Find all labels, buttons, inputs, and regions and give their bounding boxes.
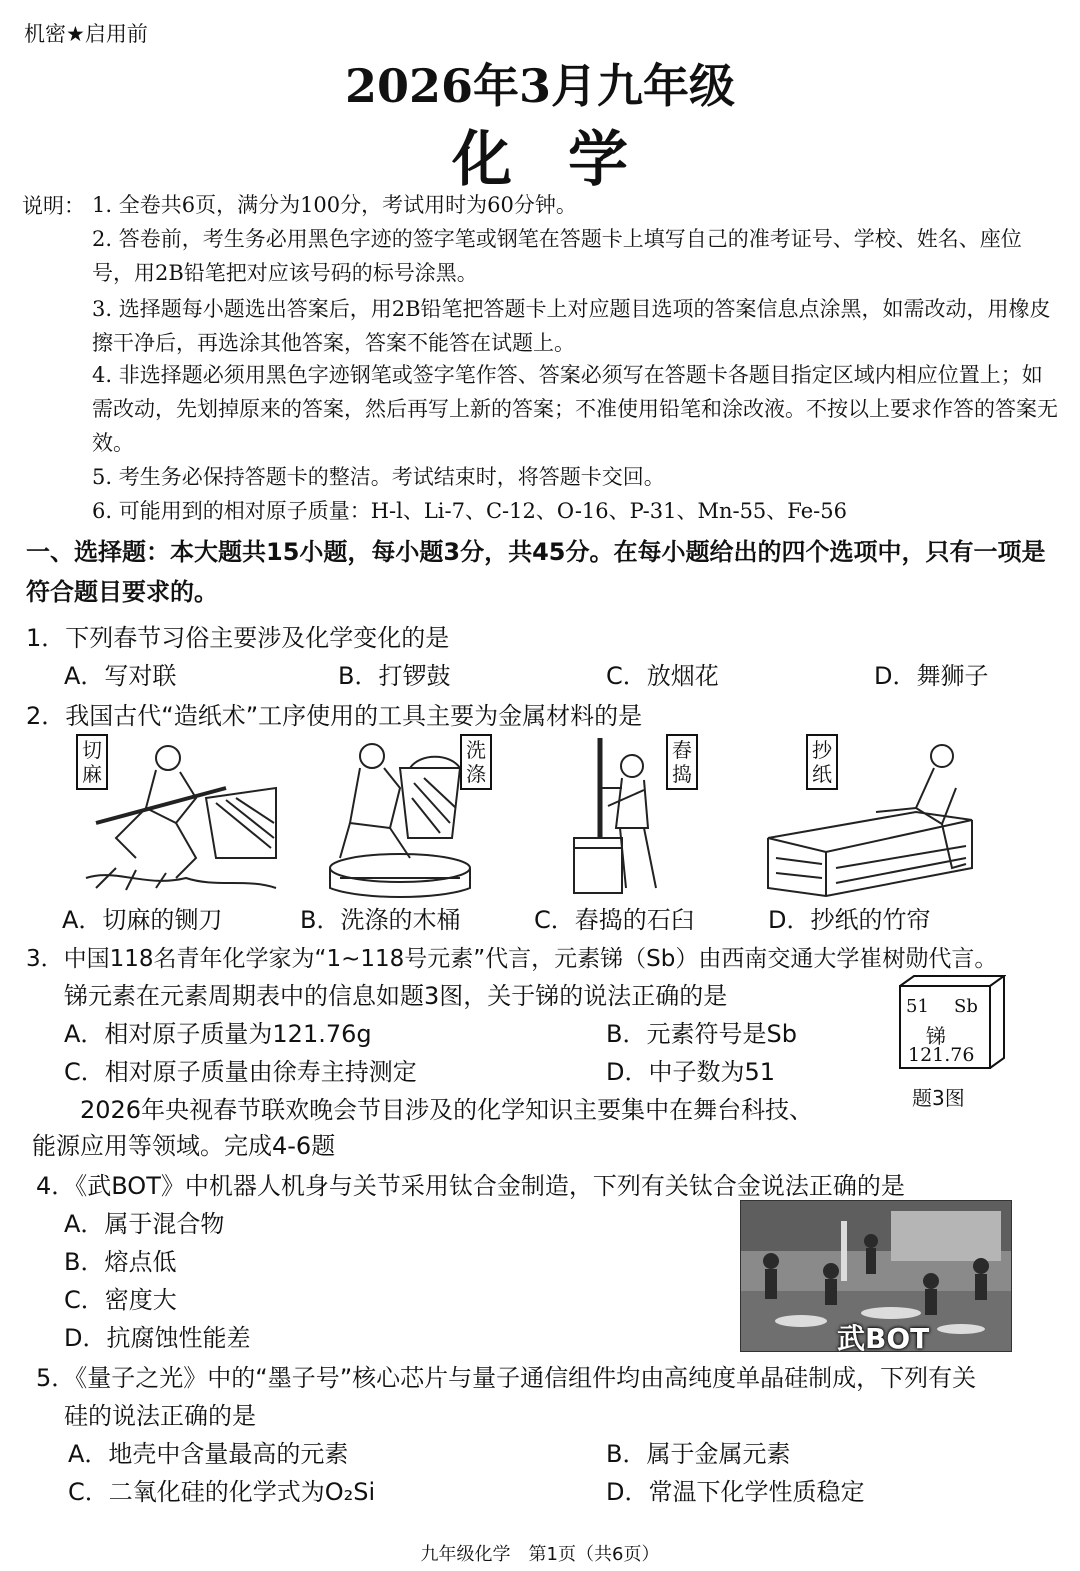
note-item-4: 4. 非选择题必须用黑色字迹钢笔或签字笔作答、答案必须写在答题卡各题目指定区域内相应位置上；如需改动，先划掉原来的答案，然后再写上新的答案；不准使用铅笔和涂改液。不按以上要求作答的答案无效。	[92, 363, 1058, 455]
question-5-stem-line-2: 硅的说法正确的是	[64, 1402, 256, 1430]
note-item-3: 3. 选择题每小题选出答案后，用2B铅笔把答题卡上对应题目选项的答案信息点涂黑，如需改动，用橡皮擦干净后，再选涂其他答案，答案不能答在试题上。	[92, 297, 1051, 355]
question-1-option-d[interactable]: D．舞狮子	[874, 662, 989, 690]
question-5-option-a[interactable]: A．地壳中含量最高的元素	[68, 1440, 349, 1468]
question-2-option-d[interactable]: D．抄纸的竹帘	[768, 906, 931, 934]
question-1-option-c[interactable]: C．放烟花	[606, 662, 719, 690]
tag-cutting-hemp: 切麻	[76, 734, 108, 790]
question-2-option-a[interactable]: A．切麻的铡刀	[62, 906, 223, 934]
element-number: 51	[906, 996, 929, 1017]
note-item-5: 5. 考生务必保持答题卡的整洁。考试结束时，将答题卡交回。	[92, 465, 665, 489]
robot-show-label: 武BOT	[837, 1322, 930, 1352]
exam-title: 2026年3月九年级	[344, 59, 736, 113]
note-item-1: 1. 全卷共6页，满分为100分，考试用时为60分钟。	[92, 193, 577, 217]
question-1-option-b[interactable]: B．打锣鼓	[338, 662, 451, 690]
context-line-1: 2026年央视春节联欢晚会节目涉及的化学知识主要集中在舞台科技、	[80, 1096, 814, 1124]
question-5-stem-line-1: 5．《量子之光》中的“墨子号”核心芯片与量子通信组件均由高纯度单晶硅制成，下列有关	[36, 1364, 977, 1392]
question-4-option-a[interactable]: A．属于混合物	[64, 1210, 225, 1238]
question-3-option-a[interactable]: A．相对原子质量为121.76g	[64, 1020, 372, 1048]
question-5-option-b[interactable]: B．属于金属元素	[606, 1440, 791, 1468]
illustration-cutting-hemp	[76, 728, 286, 900]
robot-show-photo	[740, 1200, 1012, 1352]
question-2-stem: 2．我国古代“造纸术”工序使用的工具主要为金属材料的是	[26, 702, 643, 730]
section-heading: 一、选择题：本大题共15小题，每小题3分，共45分。在每小题给出的四个选项中，只有一项是符合题目要求的。	[26, 538, 1046, 606]
question-5-option-c[interactable]: C．二氧化硅的化学式为O₂Si	[68, 1478, 376, 1506]
question-3-stem-line-2: 锑元素在元素周期表中的信息如题3图，关于锑的说法正确的是	[64, 982, 728, 1010]
question-1-stem: 1．下列春节习俗主要涉及化学变化的是	[26, 624, 450, 652]
element-mass: 121.76	[908, 1044, 975, 1066]
question-4-option-d[interactable]: D．抗腐蚀性能差	[64, 1324, 251, 1352]
illustration-papermaking	[766, 728, 976, 900]
question-2-option-c[interactable]: C．舂捣的石臼	[534, 906, 695, 934]
notes-label: 说明：	[22, 194, 85, 218]
note-item-2: 2. 答卷前，考生务必用黑色字迹的签字笔或钢笔在答题卡上填写自己的准考证号、学校、姓名、座位号，用2B铅笔把对应该号码的标号涂黑。	[92, 227, 1022, 285]
element-symbol: Sb	[954, 996, 978, 1017]
element-name: 锑	[926, 1024, 946, 1048]
tag-washing: 洗涤	[460, 734, 492, 790]
note-item-6: 6. 可能用到的相对原子质量：H-l、Li-7、C-12、O-16、P-31、Mn-55、Fe-56	[92, 499, 847, 523]
question-4-option-b[interactable]: B．熔点低	[64, 1248, 177, 1276]
page-footer: 九年级化学 第1页（共6页）	[420, 1544, 660, 1565]
question-3-stem-line-1: 3．中国118名青年化学家为“1~118号元素”代言，元素锑（Sb）由西南交通大学崔树勋代言。	[26, 946, 998, 972]
question-4-stem: 4．《武BOT》中机器人机身与关节采用钛合金制造，下列有关钛合金说法正确的是	[36, 1172, 905, 1200]
tag-papermaking: 抄纸	[806, 734, 838, 790]
question-4-option-c[interactable]: C．密度大	[64, 1286, 177, 1314]
illustration-pounding	[560, 728, 700, 900]
confidential-label: 机密★启用前	[24, 22, 148, 46]
question-3-option-b[interactable]: B．元素符号是Sb	[606, 1020, 797, 1048]
question-1-option-a[interactable]: A．写对联	[64, 662, 177, 690]
figure-3-caption: 题3图	[912, 1086, 965, 1110]
question-2-option-b[interactable]: B．洗涤的木桶	[300, 906, 461, 934]
context-line-2: 能源应用等领域。完成4-6题	[32, 1132, 336, 1160]
element-card-antimony	[898, 974, 1006, 1070]
papermaking-drawing	[766, 728, 976, 900]
question-3-option-c[interactable]: C．相对原子质量由徐寿主持测定	[64, 1058, 417, 1086]
question-3-option-d[interactable]: D．中子数为51	[606, 1058, 776, 1086]
subject-title: 化学	[452, 125, 684, 195]
illustration-washing	[320, 728, 500, 900]
tag-pounding: 舂捣	[666, 734, 698, 790]
question-5-option-d[interactable]: D．常温下化学性质稳定	[606, 1478, 865, 1506]
